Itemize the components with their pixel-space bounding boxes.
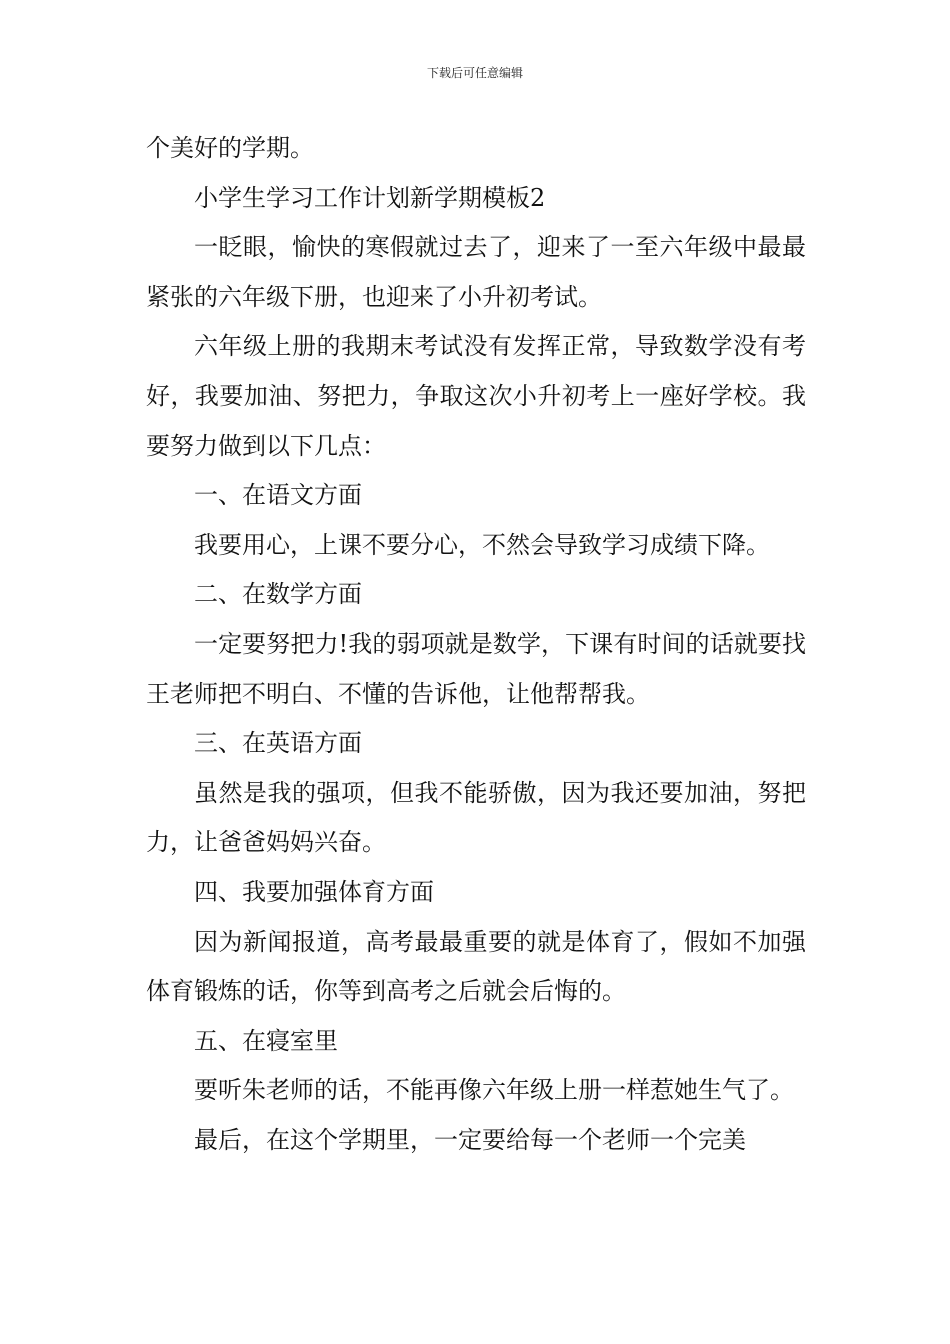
subheading-pe: 四、我要加强体育方面 bbox=[194, 877, 434, 906]
paragraph: 六年级上册的我期末考试没有发挥正常，导致数学没有考好，我要加油、努把力，争取这次小升初考上一座好学校。我要努力做到以下几点： bbox=[146, 332, 806, 460]
paragraph: 一眨眼，愉快的寒假就过去了，迎来了一至六年级中最最紧张的六年级下册，也迎来了小升初考试。 bbox=[146, 233, 806, 311]
paragraph: 要听朱老师的话，不能再像六年级上册一样惹她生气了。 bbox=[194, 1076, 794, 1105]
paragraph: 我要用心，上课不要分心，不然会导致学习成绩下降。 bbox=[194, 530, 770, 559]
document-body bbox=[146, 124, 806, 1165]
subheading-english: 三、在英语方面 bbox=[194, 729, 362, 758]
paragraph-continuation: 个美好的学期。 bbox=[146, 134, 314, 162]
subheading-math: 二、在数学方面 bbox=[194, 580, 362, 609]
paragraph: 虽然是我的强项，但我不能骄傲，因为我还要加油，努把力，让爸爸妈妈兴奋。 bbox=[146, 778, 806, 857]
subheading-chinese: 一、在语文方面 bbox=[194, 481, 362, 510]
subheading-dorm: 五、在寝室里 bbox=[194, 1026, 338, 1055]
paragraph: 一定要努把力!我的弱项就是数学，下课有时间的话就要找王老师把不明白、不懂的告诉他，让他帮帮我。 bbox=[146, 629, 806, 708]
section-title: 小学生学习工作计划新学期模板2 bbox=[194, 183, 546, 212]
paragraph: 因为新闻报道，高考最最重要的就是体育了，假如不加强体育锻炼的话，你等到高考之后就会后悔的。 bbox=[146, 927, 806, 1006]
page-header: 下载后可任意编辑 bbox=[426, 66, 523, 80]
paragraph: 最后，在这个学期里，一定要给每一个老师一个完美 bbox=[194, 1125, 746, 1154]
